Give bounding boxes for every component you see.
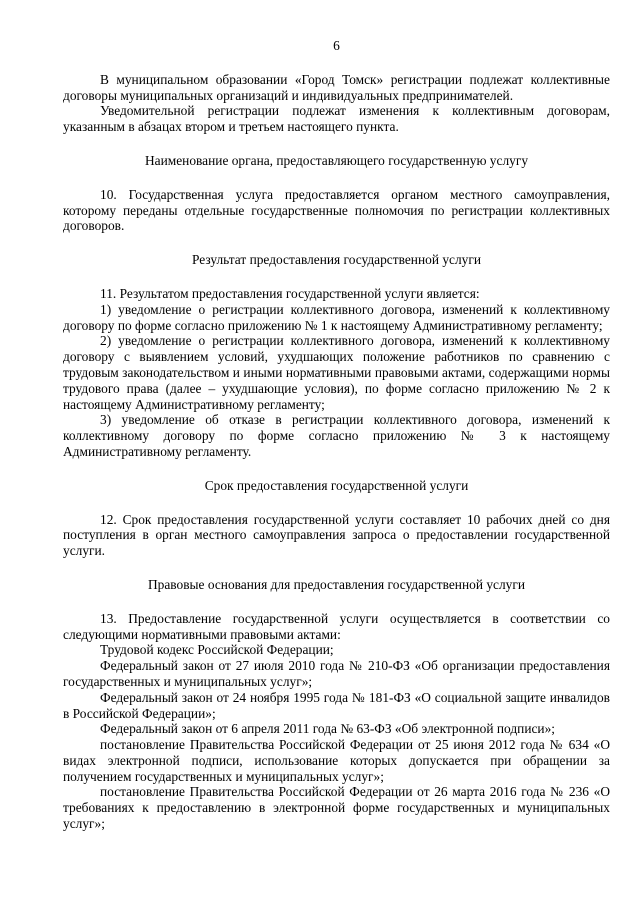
section-heading-term: Срок предоставления государственной услуги: [204, 477, 469, 493]
result-paragraph-2: 1) уведомление о регистрации коллективного договора, изменений к коллективному договору по форме согласно приложению № 1 к настоящему Административному регламенту;: [63, 301, 610, 333]
intro-paragraph-2: Уведомительной регистрации подлежат изменения к коллективным договорам, указанным в абзацах втором и третьем настоящего пункта.: [63, 103, 610, 135]
intro-paragraph-1: В муниципальном образовании «Город Томск» регистрации подлежат коллективные договоры муниципальных организаций и индивидуальных предпринимателей.: [63, 71, 610, 103]
section-heading-legal: Правовые основания для предоставления государственной услуги: [147, 576, 526, 592]
legal-paragraph-2: Трудовой кодекс Российской Федерации;: [100, 642, 334, 658]
section-heading-result: Результат предоставления государственной услуги: [191, 252, 482, 268]
result-paragraph-1: 11. Результатом предоставления государственной услуги является:: [100, 285, 480, 301]
legal-paragraph-4: Федеральный закон от 24 ноября 1995 года № 181-ФЗ «О социальной защите инвалидов в Российской Федерации»;: [63, 689, 610, 721]
organ-paragraph-1: 10. Государственная услуга предоставляется органом местного самоуправления, которому переданы отдельные государственные полномочия по регистрации коллективных договоров.: [63, 186, 610, 234]
section-heading-organ: Наименование органа, предоставляющего государственную услугу: [144, 152, 529, 168]
result-paragraph-3: 2) уведомление о регистрации коллективного договора, изменений к коллективному договору с выявлением условий, ухудшающих положение работников по сравнению с трудовым законодательством и иными нормативными правовыми актами, содержащими нормы трудового права (далее – ухудшающие условия), по форме согласно приложению № 2 к настоящему Административному регламенту;: [63, 333, 610, 412]
document-page: [63, 38, 610, 832]
page-number: 6: [333, 38, 340, 53]
legal-paragraph-7: постановление Правительства Российской Федерации от 26 марта 2016 года № 236 «О требованиях к предоставлению в электронной форме государственных и муниципальных услуг»;: [63, 784, 610, 832]
legal-paragraph-6: постановление Правительства Российской Федерации от 25 июня 2012 года № 634 «О видах электронной подписи, использование которых допускается при обращении за получением государственных и муниципальных услуг»;: [63, 737, 610, 784]
legal-paragraph-5: Федеральный закон от 6 апреля 2011 года № 63-ФЗ «Об электронной подписи»;: [100, 721, 556, 737]
term-paragraph-1: 12. Срок предоставления государственной услуги составляет 10 рабочих дней со дня поступления в орган местного самоуправления запроса о предоставлении государственной услуги.: [63, 511, 610, 559]
legal-paragraph-1: 13. Предоставление государственной услуги осуществляется в соответствии со следующими нормативными правовыми актами:: [63, 610, 610, 642]
result-paragraph-4: 3) уведомление об отказе в регистрации коллективного договора, изменений к коллективному договору по форме согласно приложению № 3 к настоящему Административному регламенту.: [63, 412, 610, 459]
legal-paragraph-3: Федеральный закон от 27 июля 2010 года № 210-ФЗ «Об организации предоставления государственных и муниципальных услуг»;: [63, 658, 610, 689]
